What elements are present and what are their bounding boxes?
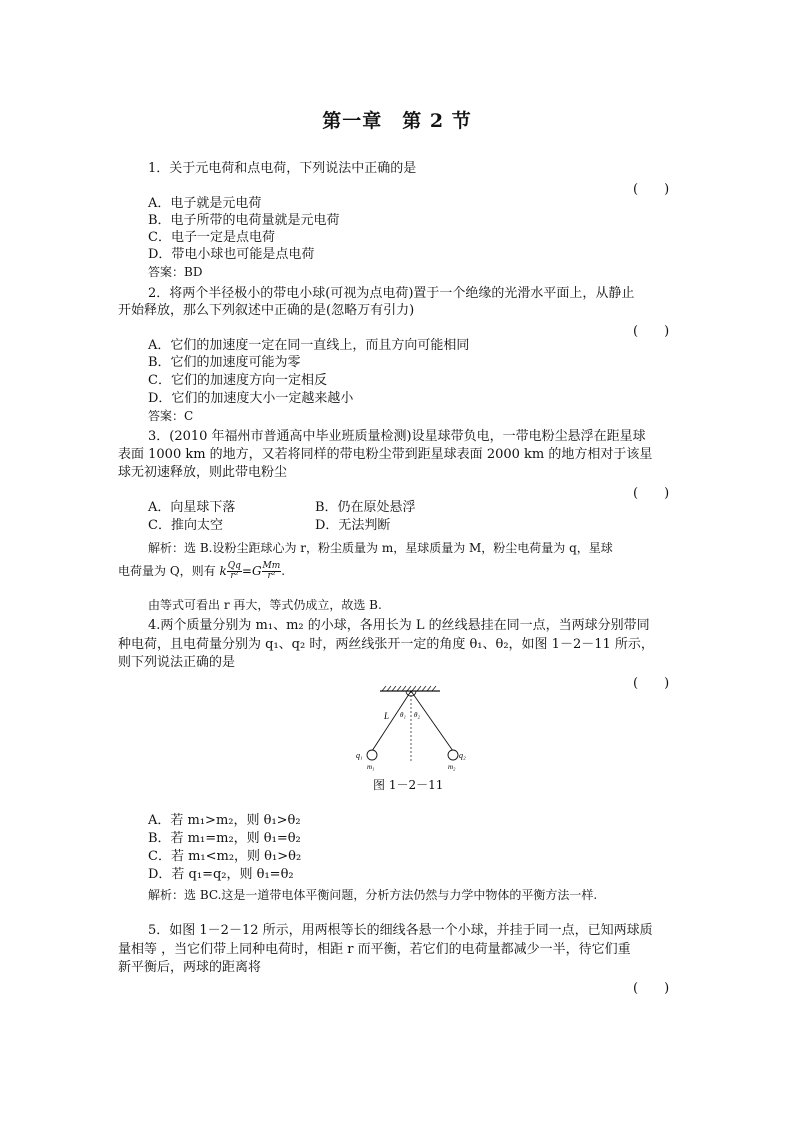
right-string (411, 691, 453, 751)
option-a: A．向星球下落 (148, 500, 236, 515)
answer-blank: ( ) (633, 324, 670, 339)
option-c: C．它们的加速度方向一定相反 (148, 373, 327, 388)
option-b: B．若 m₁=m₂，则 θ₁=θ₂ (148, 831, 301, 846)
option-a: A．它们的加速度一定在同一直线上，而且方向可能相同 (148, 338, 470, 353)
answer-blank: ( ) (633, 981, 670, 996)
figure-caption: 图 1－2－11 (373, 778, 444, 792)
option-c: C．推向太空 (148, 518, 223, 533)
page-title: 第一章 第 2 节 (322, 110, 472, 132)
formula-k: k (219, 564, 227, 578)
formula-fraction (227, 562, 242, 581)
right-ball (448, 750, 458, 760)
analysis-text: 由等式可看出 r 再大，等式仍成立，故选 B. (148, 598, 382, 612)
option-d: D．无法判断 (315, 518, 391, 533)
pendulum-figure (340, 683, 490, 773)
label-m2: m₂ (448, 763, 456, 771)
analysis-text: 电荷量为 Q，则有 (118, 564, 216, 578)
formula-denominator: r² (230, 571, 239, 581)
question-2-stem-cont: 开始释放，那么下列叙述中正确的是(忽略万有引力) (118, 303, 415, 318)
answer-text: 答案：C (148, 409, 194, 423)
option-d: D．它们的加速度大小一定越来越小 (148, 391, 354, 406)
question-5-stem-cont: 新平衡后，两球的距离将 (118, 960, 262, 975)
label-m1: m₁ (367, 763, 375, 771)
label-L: L (384, 711, 390, 721)
option-d: D．带电小球也可能是点电荷 (148, 247, 315, 262)
option-a: A．电子就是元电荷 (148, 196, 262, 211)
label-theta1: θ₁ (400, 711, 406, 719)
question-4-stem-cont: 种电荷，且电荷量分别为 q₁、q₂ 时，两丝线张开一定的角度 θ₁、θ₂，如图 1－2－11 所示， (118, 637, 654, 652)
ceiling-hatch (382, 686, 436, 691)
analysis-formula-line: 电荷量为 Q，则有 k $\frac{Qq}{\text{r²}}$ =G $\frac{Mm}{\text{r²}}$ . (118, 561, 286, 581)
answer-blank: ( ) (633, 486, 670, 501)
formula-denominator: r² (267, 571, 276, 581)
analysis-text: 解析：选 BC.这是一道带电体平衡问题，分析方法仍然与力学中物体的平衡方法一样. (148, 888, 598, 902)
label-q1: q₁ (356, 751, 363, 760)
question-1-stem: 1．关于元电荷和点电荷，下列说法中正确的是 (148, 161, 417, 176)
formula-numerator: Qq (227, 561, 241, 571)
option-a: A．若 m₁>m₂，则 θ₁>θ₂ (148, 813, 301, 828)
formula-fraction (262, 562, 282, 581)
formula-equals: =G (241, 564, 262, 578)
answer-blank: ( ) (633, 182, 670, 197)
option-d: D．若 q₁=q₂，则 θ₁=θ₂ (148, 867, 294, 882)
answer-text: 答案：BD (148, 265, 203, 279)
option-c: C．若 m₁<m₂，则 θ₁>θ₂ (148, 849, 302, 864)
label-theta2: θ₂ (414, 711, 420, 719)
option-b: B．仍在原处悬浮 (315, 500, 416, 515)
question-3-stem-cont: 球无初速释放，则此带电粉尘 (118, 465, 288, 480)
option-b: B．它们的加速度可能为零 (148, 355, 301, 370)
question-4-stem: 4.两个质量分别为 m₁、m₂ 的小球，各用长为 L 的丝线悬挂在同一点，当两球分别带同 (148, 618, 650, 633)
answer-blank: ( ) (633, 676, 670, 691)
left-ball (367, 750, 377, 760)
question-5-stem-cont: 量相等 ，当它们带上同种电荷时，相距 r 而平衡，若它们的电荷量都减少一半，待它们重 (118, 942, 631, 957)
question-3-stem: 3．(2010 年福州市普通高中毕业班质量检测)设星球带负电，一带电粉尘悬浮在距星球 (148, 429, 646, 444)
question-4-stem-cont: 则下列说法正确的是 (118, 655, 236, 670)
question-5-stem: 5．如图 1－2－12 所示，用两根等长的细线各悬一个小球，并挂于同一点，已知两球质 (148, 923, 653, 938)
question-2-stem: 2．将两个半径极小的带电小球(可视为点电荷)置于一个绝缘的光滑水平面上，从静止 (148, 286, 635, 301)
formula-numerator: Mm (262, 561, 281, 571)
question-3-stem-cont: 表面 1000 km 的地方，又若将同样的带电粉尘带到距星球表面 2000 km 的地方相对于该星 (118, 447, 653, 462)
left-string (372, 691, 411, 751)
label-q2: q₂ (459, 751, 466, 760)
option-b: B．电子所带的电荷量就是元电荷 (148, 213, 340, 228)
analysis-text: 解析：选 B.设粉尘距球心为 r，粉尘质量为 m，星球质量为 M，粉尘电荷量为 q，星球 (148, 541, 613, 555)
option-c: C．电子一定是点电荷 (148, 230, 275, 245)
